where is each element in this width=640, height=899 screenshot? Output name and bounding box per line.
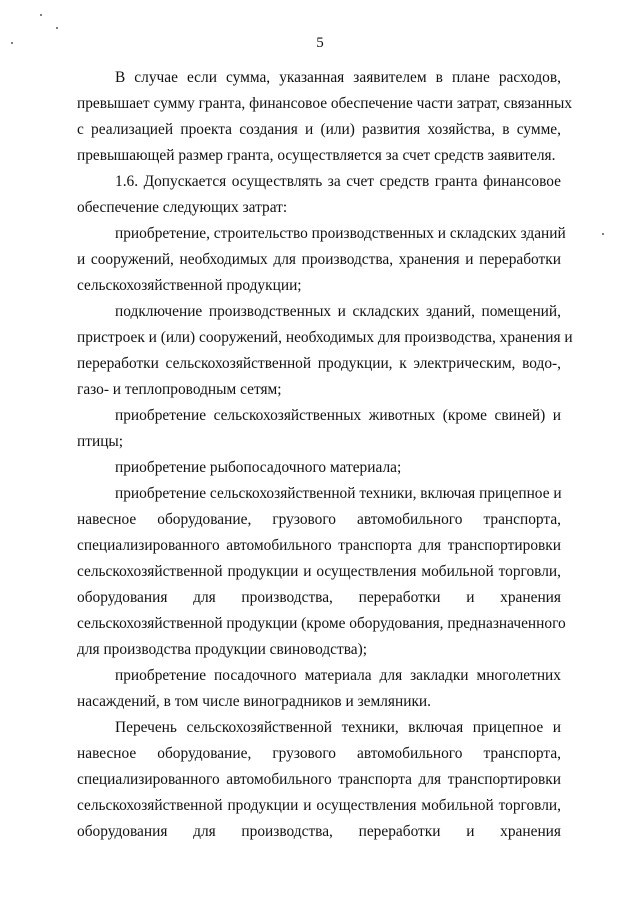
text-line: газо- и теплопроводным сетям; bbox=[77, 381, 282, 398]
text-line: специализированного автомобильного транспорта для транспортировки bbox=[77, 771, 561, 788]
text-line: навесное оборудование, грузового автомобильного транспорта, bbox=[77, 745, 561, 762]
text-line: с реализацией проекта создания и (или) развития хозяйства, в сумме, bbox=[77, 121, 561, 138]
text-line: приобретение рыбопосадочного материала; bbox=[115, 459, 402, 476]
text-line: и сооружений, необходимых для производства, хранения и переработки bbox=[77, 251, 561, 268]
text-line: специализированного автомобильного транспорта для транспортировки bbox=[77, 537, 561, 554]
text-line: приобретение сельскохозяйственных животных (кроме свиней) и bbox=[115, 407, 561, 424]
text-line: 1.6. Допускается осуществлять за счет средств гранта финансовое bbox=[115, 173, 561, 190]
scan-speck bbox=[40, 14, 42, 16]
text-line: приобретение сельскохозяйственной техники, включая прицепное и bbox=[115, 485, 562, 502]
text-line: оборудования для производства, переработки и хранения bbox=[77, 589, 561, 606]
text-line: сельскохозяйственной продукции и осуществления мобильной торговли, bbox=[77, 563, 561, 580]
text-line: обеспечение следующих затрат: bbox=[77, 199, 288, 216]
text-line: для производства продукции свиноводства); bbox=[77, 641, 368, 658]
scan-speck bbox=[602, 233, 604, 235]
text-line: превышающей размер гранта, осуществляется за счет средств заявителя. bbox=[77, 147, 556, 164]
text-line: Перечень сельскохозяйственной техники, включая прицепное и bbox=[115, 719, 561, 736]
text-line: сельскохозяйственной продукции; bbox=[77, 277, 302, 294]
scan-speck bbox=[56, 27, 58, 29]
text-line: приобретение посадочного материала для закладки многолетних bbox=[115, 667, 561, 684]
text-line: превышает сумму гранта, финансовое обеспечение части затрат, связанных bbox=[77, 95, 573, 112]
text-line: В случае если сумма, указанная заявителем в плане расходов, bbox=[115, 69, 561, 86]
page-number: 5 bbox=[316, 35, 324, 51]
text-line: сельскохозяйственной продукции и осуществления мобильной торговли, bbox=[77, 797, 561, 814]
text-line: птицы; bbox=[77, 433, 124, 450]
text-line: приобретение, строительство производственных и складских зданий bbox=[115, 225, 566, 242]
text-line: навесное оборудование, грузового автомобильного транспорта, bbox=[77, 511, 561, 528]
text-line: подключение производственных и складских зданий, помещений, bbox=[115, 303, 561, 320]
text-line: переработки сельскохозяйственной продукции, к электрическим, водо-, bbox=[77, 355, 561, 372]
text-line: пристроек и (или) сооружений, необходимых для производства, хранения и bbox=[77, 329, 573, 346]
text-line: сельскохозяйственной продукции (кроме оборудования, предназначенного bbox=[77, 615, 566, 632]
text-line: оборудования для производства, переработки и хранения bbox=[77, 823, 561, 840]
text-line: насаждений, в том числе виноградников и земляники. bbox=[77, 693, 432, 710]
